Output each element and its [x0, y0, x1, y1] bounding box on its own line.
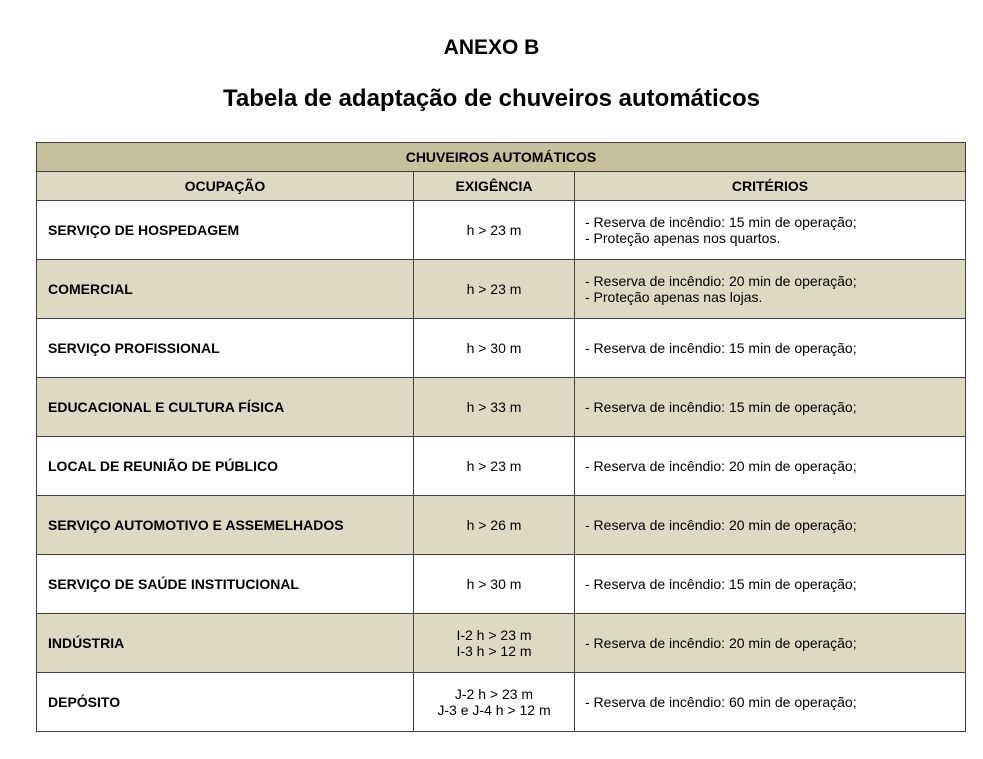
criteria-cell [575, 437, 966, 496]
requirement-line: J-2 h > 23 m [454, 686, 534, 702]
criteria-cell [575, 555, 966, 614]
criteria-line: - Reserva de incêndio: 15 min de operação; [585, 576, 857, 592]
criteria-cell [575, 614, 966, 673]
criteria-cell [575, 201, 966, 260]
requirement-line: h > 30 m [466, 340, 522, 356]
requirement-cell [414, 496, 575, 555]
requirement-line: I-3 h > 12 m [456, 643, 532, 659]
requirement-line: h > 23 m [466, 222, 522, 238]
requirement-cell [414, 673, 575, 732]
table-row [37, 673, 966, 732]
requirement-cell [414, 260, 575, 319]
requirement-line: h > 26 m [466, 517, 522, 533]
sprinkler-table [36, 142, 966, 732]
column-header-requirement: EXIGÊNCIA [414, 172, 575, 201]
criteria-line: - Reserva de incêndio: 15 min de operação; [585, 214, 857, 230]
requirement-line: I-2 h > 23 m [456, 627, 532, 643]
requirement-cell [414, 437, 575, 496]
column-header-row [37, 172, 966, 201]
requirement-line: h > 23 m [466, 281, 522, 297]
criteria-line: - Proteção apenas nas lojas. [585, 289, 763, 305]
occupation-cell: SERVIÇO DE SAÚDE INSTITUCIONAL [37, 555, 414, 614]
criteria-cell [575, 319, 966, 378]
table-title: Tabela de adaptação de chuveiros automáticos [222, 85, 761, 112]
criteria-cell [575, 260, 966, 319]
column-header-criteria: CRITÉRIOS [575, 172, 966, 201]
criteria-cell [575, 673, 966, 732]
requirement-cell [414, 378, 575, 437]
criteria-line: - Reserva de incêndio: 15 min de operação; [585, 340, 857, 356]
requirement-line: h > 33 m [466, 399, 522, 415]
criteria-cell [575, 378, 966, 437]
table-row [37, 614, 966, 673]
requirement-cell [414, 201, 575, 260]
criteria-line: - Reserva de incêndio: 20 min de operação; [585, 273, 857, 289]
occupation-cell: SERVIÇO PROFISSIONAL [37, 319, 414, 378]
table-row [37, 201, 966, 260]
criteria-line: - Reserva de incêndio: 60 min de operação; [585, 694, 857, 710]
occupation-cell: SERVIÇO AUTOMOTIVO E ASSEMELHADOS [37, 496, 414, 555]
occupation-cell: INDÚSTRIA [37, 614, 414, 673]
occupation-cell: DEPÓSITO [37, 673, 414, 732]
occupation-cell: EDUCACIONAL E CULTURA FÍSICA [37, 378, 414, 437]
table-banner-row [37, 143, 966, 172]
requirement-line: h > 30 m [466, 576, 522, 592]
column-header-occupation: OCUPAÇÃO [37, 172, 414, 201]
occupation-cell: COMERCIAL [37, 260, 414, 319]
requirement-line: h > 23 m [466, 458, 522, 474]
criteria-line: - Proteção apenas nos quartos. [585, 230, 781, 246]
criteria-line: - Reserva de incêndio: 20 min de operação; [585, 517, 857, 533]
criteria-line: - Reserva de incêndio: 20 min de operação; [585, 458, 857, 474]
requirement-cell [414, 614, 575, 673]
criteria-line: - Reserva de incêndio: 15 min de operação; [585, 399, 857, 415]
table-row [37, 378, 966, 437]
table-row [37, 319, 966, 378]
table-row [37, 260, 966, 319]
table-banner: CHUVEIROS AUTOMÁTICOS [37, 143, 966, 172]
table-row [37, 437, 966, 496]
requirement-cell [414, 319, 575, 378]
table-row [37, 555, 966, 614]
table-body [37, 201, 966, 732]
requirement-cell [414, 555, 575, 614]
table-row [37, 496, 966, 555]
criteria-line: - Reserva de incêndio: 20 min de operação; [585, 635, 857, 651]
occupation-cell: SERVIÇO DE HOSPEDAGEM [37, 201, 414, 260]
requirement-line: J-3 e J-4 h > 12 m [437, 702, 551, 718]
occupation-cell: LOCAL DE REUNIÃO DE PÚBLICO [37, 437, 414, 496]
annex-title: ANEXO B [443, 36, 540, 59]
criteria-cell [575, 496, 966, 555]
